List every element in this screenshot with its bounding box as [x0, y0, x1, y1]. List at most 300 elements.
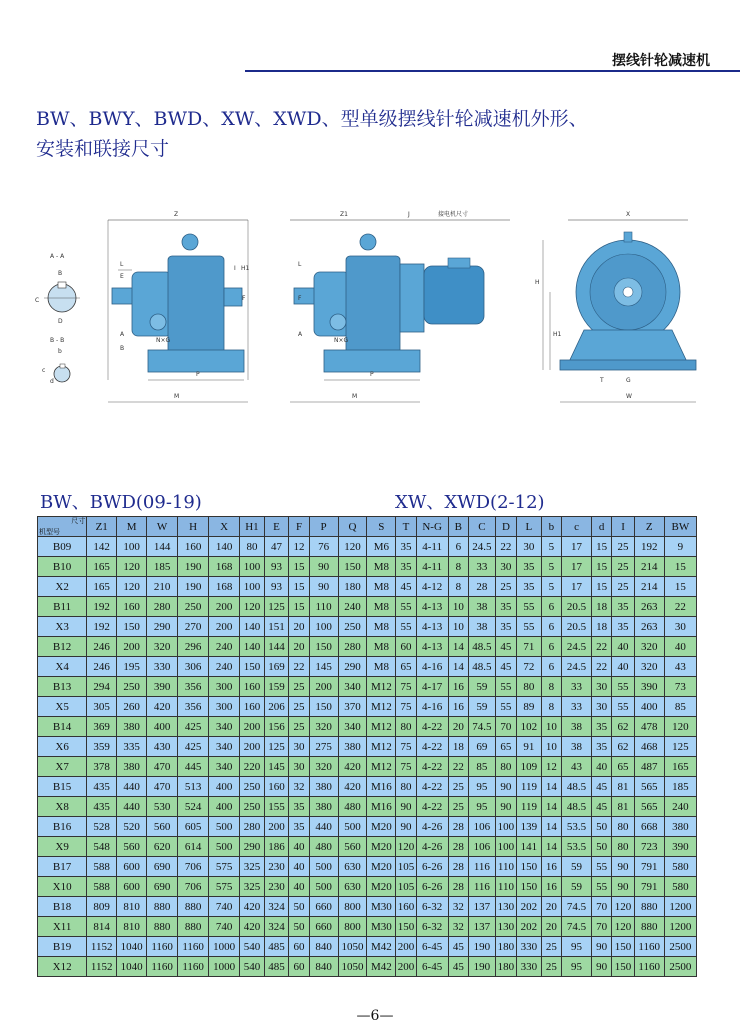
table-cell: 109 [517, 757, 542, 777]
table-cell: 356 [178, 677, 209, 697]
table-cell: 130 [495, 917, 516, 937]
table-cell: 320 [147, 637, 178, 657]
table-cell: 55 [591, 877, 611, 897]
table-cell: 330 [517, 957, 542, 977]
table-cell: 130 [495, 897, 516, 917]
table-cell: 1160 [634, 957, 664, 977]
table-cell: 75 [396, 677, 416, 697]
table-cell: 320 [634, 657, 664, 677]
table-cell: 105 [396, 857, 416, 877]
corner-label-model: 机型号 [39, 528, 60, 536]
table-cell: 59 [562, 857, 592, 877]
table-cell: 32 [448, 917, 468, 937]
table-cell: 430 [147, 737, 178, 757]
motor-label-nxg: N×G [334, 337, 349, 344]
table-cell: 91 [517, 737, 542, 757]
table-cell: 20.5 [562, 617, 592, 637]
table-cell: 80 [396, 717, 416, 737]
table-cell: 80 [612, 837, 634, 857]
table-cell: 200 [264, 817, 289, 837]
table-cell: 165 [664, 757, 696, 777]
table-cell: 100 [309, 617, 338, 637]
table-cell: 150 [117, 617, 147, 637]
motor-label-f: F [298, 295, 302, 302]
table-cell: 102 [517, 717, 542, 737]
table-cell: 137 [469, 897, 496, 917]
table-cell: 540 [240, 957, 265, 977]
table-cell: 565 [634, 777, 664, 797]
table-cell: 120 [612, 897, 634, 917]
table-cell: 59 [562, 877, 592, 897]
table-cell: 90 [396, 817, 416, 837]
table-cell: 17 [562, 577, 592, 597]
table-cell: 4-13 [416, 637, 448, 657]
table-cell: 18 [591, 597, 611, 617]
table-cell: 487 [634, 757, 664, 777]
table-cell: 320 [634, 637, 664, 657]
table-cell: 24.5 [469, 537, 496, 557]
table-cell: 4-16 [416, 657, 448, 677]
table-cell: 75 [396, 697, 416, 717]
table-cell: 93 [264, 557, 289, 577]
table-cell: 120 [664, 717, 696, 737]
table-cell: 100 [495, 837, 516, 857]
table-cell: 30 [591, 677, 611, 697]
table-cell: 230 [264, 877, 289, 897]
table-cell: 169 [264, 657, 289, 677]
table-cell: 140 [209, 537, 240, 557]
table-cell: 280 [240, 817, 265, 837]
table-cell: 93 [264, 577, 289, 597]
table-cell: M20 [367, 817, 396, 837]
table-cell: 180 [495, 937, 516, 957]
table-cell: 6-26 [416, 877, 448, 897]
table-cell: 150 [309, 697, 338, 717]
table-cell: 4-26 [416, 817, 448, 837]
table-cell: 250 [240, 797, 265, 817]
table-cell: 240 [209, 637, 240, 657]
table-cell: 425 [178, 717, 209, 737]
table-cell: 706 [178, 877, 209, 897]
table-cell: 150 [517, 877, 542, 897]
table-cell: 28 [448, 857, 468, 877]
motor-label-m: M [352, 393, 358, 400]
page-number: —6— [356, 1008, 394, 1024]
table-cell: 4-17 [416, 677, 448, 697]
table-cell: 25 [541, 937, 561, 957]
table-cell: 30 [591, 697, 611, 717]
table-cell: 76 [309, 537, 338, 557]
table-cell: 74.5 [562, 897, 592, 917]
table-cell: 28 [448, 817, 468, 837]
table-cell: 800 [338, 897, 367, 917]
table-cell: 95 [469, 797, 496, 817]
corner-label-size: 尺寸 [71, 517, 86, 525]
table-cell: 48.5 [562, 777, 592, 797]
table-cell: 22 [591, 637, 611, 657]
table-cell: 280 [147, 597, 178, 617]
table-row [38, 897, 697, 917]
table-cell: 81 [612, 797, 634, 817]
motor-label-a: A [298, 331, 303, 338]
table-cell: 513 [178, 777, 209, 797]
drawing-label-d-small: d [50, 378, 54, 385]
table-cell: 80 [517, 677, 542, 697]
drawing-label-b-b: B - B [50, 337, 65, 344]
table-cell: 5 [541, 537, 561, 557]
table-cell: M12 [367, 757, 396, 777]
table-cell: 690 [147, 857, 178, 877]
drawing-label-p: P [196, 371, 200, 378]
table-cell: 480 [338, 797, 367, 817]
table-cell: 4-16 [416, 697, 448, 717]
table-cell: 65 [495, 737, 516, 757]
table-row [38, 937, 697, 957]
table-cell: 840 [309, 937, 338, 957]
table-cell: 1050 [338, 957, 367, 977]
table-cell: 380 [664, 817, 696, 837]
table-cell: 35 [612, 617, 634, 637]
table-cell: 14 [541, 837, 561, 857]
table-row [38, 597, 697, 617]
table-cell: 880 [147, 897, 178, 917]
table-cell: M30 [367, 897, 396, 917]
table-cell: 25 [541, 957, 561, 977]
table-cell: 548 [87, 837, 117, 857]
table-cell: 380 [309, 777, 338, 797]
table-cell: 33 [562, 697, 592, 717]
table-cell: 668 [634, 817, 664, 837]
table-cell: 359 [87, 737, 117, 757]
table-cell: 28 [448, 837, 468, 857]
table-cell: 18 [448, 737, 468, 757]
table-cell: 340 [338, 717, 367, 737]
table-cell: 240 [209, 657, 240, 677]
table-cell: 65 [396, 657, 416, 677]
drawing-label-b: B [58, 270, 63, 277]
table-cell: 575 [209, 857, 240, 877]
table-cell: 160 [240, 697, 265, 717]
table-cell: 5 [541, 577, 561, 597]
model-cell: B09 [38, 537, 87, 557]
table-cell: 33 [562, 677, 592, 697]
table-cell: 6-45 [416, 957, 448, 977]
table-cell: 880 [634, 897, 664, 917]
table-cell: 1160 [634, 937, 664, 957]
table-cell: 155 [264, 797, 289, 817]
table-cell: 55 [612, 697, 634, 717]
table-cell: 100 [240, 557, 265, 577]
table-cell: 220 [240, 757, 265, 777]
table-cell: 6-26 [416, 857, 448, 877]
table-cell: 791 [634, 877, 664, 897]
column-header: M [117, 517, 147, 537]
table-cell: 165 [87, 557, 117, 577]
table-row [38, 617, 697, 637]
table-cell: 141 [517, 837, 542, 857]
table-cell: 605 [178, 817, 209, 837]
table-cell: 4-13 [416, 597, 448, 617]
table-cell: 60 [289, 937, 309, 957]
section-label-xw: XW、XWD(2-12) [395, 492, 545, 513]
table-cell: 500 [309, 857, 338, 877]
table-cell: 80 [495, 757, 516, 777]
table-cell: 296 [178, 637, 209, 657]
model-cell: X12 [38, 957, 87, 977]
column-header: W [147, 517, 178, 537]
table-cell: 4-11 [416, 537, 448, 557]
table-cell: 15 [664, 557, 696, 577]
table-cell: 85 [469, 757, 496, 777]
table-cell: 160 [396, 897, 416, 917]
table-row [38, 737, 697, 757]
table-header-row [38, 517, 697, 537]
column-header: Z1 [87, 517, 117, 537]
table-cell: 48.5 [469, 657, 496, 677]
table-cell: 160 [264, 777, 289, 797]
model-cell: X7 [38, 757, 87, 777]
table-cell: 48.5 [469, 637, 496, 657]
table-cell: 560 [117, 837, 147, 857]
table-cell: 25 [495, 577, 516, 597]
title-line-2: 安装和联接尺寸 [36, 138, 170, 160]
table-cell: 120 [117, 577, 147, 597]
column-header: c [562, 517, 592, 537]
table-cell: 150 [396, 917, 416, 937]
table-cell: 106 [469, 817, 496, 837]
drawing-label-d: D [58, 318, 63, 325]
table-cell: 378 [87, 757, 117, 777]
table-row [38, 797, 697, 817]
table-cell: 55 [396, 617, 416, 637]
table-cell: 90 [309, 577, 338, 597]
column-header: Q [338, 517, 367, 537]
table-cell: 55 [517, 597, 542, 617]
column-header: S [367, 517, 396, 537]
model-cell: B17 [38, 857, 87, 877]
table-cell: M20 [367, 877, 396, 897]
table-cell: 320 [309, 757, 338, 777]
front-label-t: T [600, 377, 604, 384]
table-cell: 144 [264, 637, 289, 657]
drawing-label-a-a: A - A [50, 253, 65, 260]
table-cell: 445 [178, 757, 209, 777]
motor-label-l: L [298, 261, 302, 268]
table-cell: 425 [178, 737, 209, 757]
table-cell: 16 [541, 857, 561, 877]
table-cell: 390 [664, 837, 696, 857]
table-cell: 35 [289, 817, 309, 837]
table-cell: 290 [147, 617, 178, 637]
table-cell: 18 [591, 617, 611, 637]
drawing-label-j: J [408, 211, 410, 218]
table-cell: 25 [448, 797, 468, 817]
drawing-label-f: F [242, 295, 246, 302]
table-cell: 4-11 [416, 557, 448, 577]
table-cell: 75 [396, 737, 416, 757]
table-cell: 250 [117, 677, 147, 697]
table-cell: 6-32 [416, 917, 448, 937]
table-cell: 125 [264, 597, 289, 617]
table-cell: 440 [309, 817, 338, 837]
table-cell: 95 [562, 937, 592, 957]
table-row [38, 957, 697, 977]
table-cell: 306 [178, 657, 209, 677]
column-header: F [289, 517, 309, 537]
table-cell: 420 [240, 897, 265, 917]
table-cell: M20 [367, 857, 396, 877]
table-cell: 300 [209, 697, 240, 717]
table-cell: 190 [178, 577, 209, 597]
table-cell: 24.5 [562, 657, 592, 677]
table-cell: 500 [209, 817, 240, 837]
front-label-w: W [626, 393, 632, 400]
table-cell: 263 [634, 597, 664, 617]
table-row [38, 857, 697, 877]
table-cell: 50 [591, 837, 611, 857]
table-cell: 6-32 [416, 897, 448, 917]
table-cell: 110 [495, 877, 516, 897]
table-cell: 565 [634, 797, 664, 817]
table-cell: 340 [338, 677, 367, 697]
table-row [38, 777, 697, 797]
table-cell: 33 [469, 557, 496, 577]
table-cell: 45 [495, 637, 516, 657]
table-cell: 45 [591, 797, 611, 817]
page-header-title: 摆线针轮减速机 [612, 53, 710, 69]
table-cell: 5 [541, 557, 561, 577]
table-cell: 100 [495, 817, 516, 837]
table-cell: 9 [664, 537, 696, 557]
table-cell: 200 [209, 597, 240, 617]
table-row [38, 557, 697, 577]
model-cell: X3 [38, 617, 87, 637]
table-cell: 6 [541, 637, 561, 657]
drawing-label-z: Z [174, 211, 179, 218]
table-cell: 723 [634, 837, 664, 857]
table-cell: 22 [448, 757, 468, 777]
table-cell: M12 [367, 697, 396, 717]
table-cell: 70 [591, 917, 611, 937]
table-cell: 45 [448, 957, 468, 977]
table-cell: 55 [612, 677, 634, 697]
model-cell: X8 [38, 797, 87, 817]
table-cell: 30 [289, 757, 309, 777]
table-cell: 150 [612, 957, 634, 977]
table-cell: 1040 [117, 957, 147, 977]
table-cell: 69 [469, 737, 496, 757]
table-cell: 380 [338, 737, 367, 757]
table-cell: 370 [338, 697, 367, 717]
table-cell: M8 [367, 577, 396, 597]
table-cell: 35 [612, 597, 634, 617]
table-cell: 80 [612, 817, 634, 837]
table-cell: M12 [367, 677, 396, 697]
table-cell: 120 [240, 597, 265, 617]
table-cell: 324 [264, 897, 289, 917]
table-cell: 485 [264, 937, 289, 957]
table-cell: 40 [664, 637, 696, 657]
table-cell: 32 [448, 897, 468, 917]
table-cell: 240 [664, 797, 696, 817]
table-cell: 420 [240, 917, 265, 937]
table-cell: 520 [117, 817, 147, 837]
table-cell: 160 [117, 597, 147, 617]
table-cell: 880 [178, 917, 209, 937]
table-cell: 190 [178, 557, 209, 577]
table-cell: 185 [147, 557, 178, 577]
model-cell: X10 [38, 877, 87, 897]
table-cell: 1200 [664, 897, 696, 917]
table-cell: 524 [178, 797, 209, 817]
table-cell: 90 [612, 877, 634, 897]
table-cell: 206 [264, 697, 289, 717]
table-cell: 1152 [87, 937, 117, 957]
table-cell: 24.5 [562, 637, 592, 657]
table-cell: 25 [289, 717, 309, 737]
table-cell: 200 [240, 737, 265, 757]
table-cell: 74.5 [562, 917, 592, 937]
table-cell: 10 [448, 597, 468, 617]
table-cell: 180 [495, 957, 516, 977]
table-cell: 14 [541, 797, 561, 817]
table-cell: 90 [591, 957, 611, 977]
table-cell: 690 [147, 877, 178, 897]
table-cell: 20 [541, 897, 561, 917]
column-header: I [612, 517, 634, 537]
table-cell: 880 [634, 917, 664, 937]
drawing-label-small-b: b [58, 348, 62, 355]
table-cell: 95 [562, 957, 592, 977]
table-cell: 250 [178, 597, 209, 617]
table-cell: 8 [448, 577, 468, 597]
table-cell: 40 [591, 757, 611, 777]
table-cell: 110 [495, 857, 516, 877]
table-cell: 15 [664, 577, 696, 597]
table-cell: 380 [117, 757, 147, 777]
model-cell: X6 [38, 737, 87, 757]
table-cell: 470 [147, 757, 178, 777]
table-cell: M8 [367, 657, 396, 677]
table-cell: 468 [634, 737, 664, 757]
motor-label-p: P [370, 371, 374, 378]
table-cell: 40 [612, 637, 634, 657]
table-cell: 10 [448, 617, 468, 637]
table-row [38, 717, 697, 737]
reducer-side-view [108, 211, 250, 402]
table-cell: 40 [612, 657, 634, 677]
table-cell: 320 [309, 717, 338, 737]
table-cell: 80 [396, 777, 416, 797]
table-cell: M30 [367, 917, 396, 937]
table-cell: 400 [209, 777, 240, 797]
table-cell: 340 [209, 737, 240, 757]
table-cell: 50 [289, 897, 309, 917]
drawing-label-a-mark: A [120, 331, 125, 338]
table-cell: 20.5 [562, 597, 592, 617]
table-cell: 800 [338, 917, 367, 937]
table-cell: 1160 [147, 937, 178, 957]
table-cell: 440 [117, 777, 147, 797]
table-cell: 330 [517, 937, 542, 957]
column-header: Z [634, 517, 664, 537]
table-cell: 8 [448, 557, 468, 577]
table-cell: 1000 [209, 937, 240, 957]
table-cell: 880 [178, 897, 209, 917]
table-cell: 560 [338, 837, 367, 857]
model-cell: B12 [38, 637, 87, 657]
table-cell: 116 [469, 877, 496, 897]
